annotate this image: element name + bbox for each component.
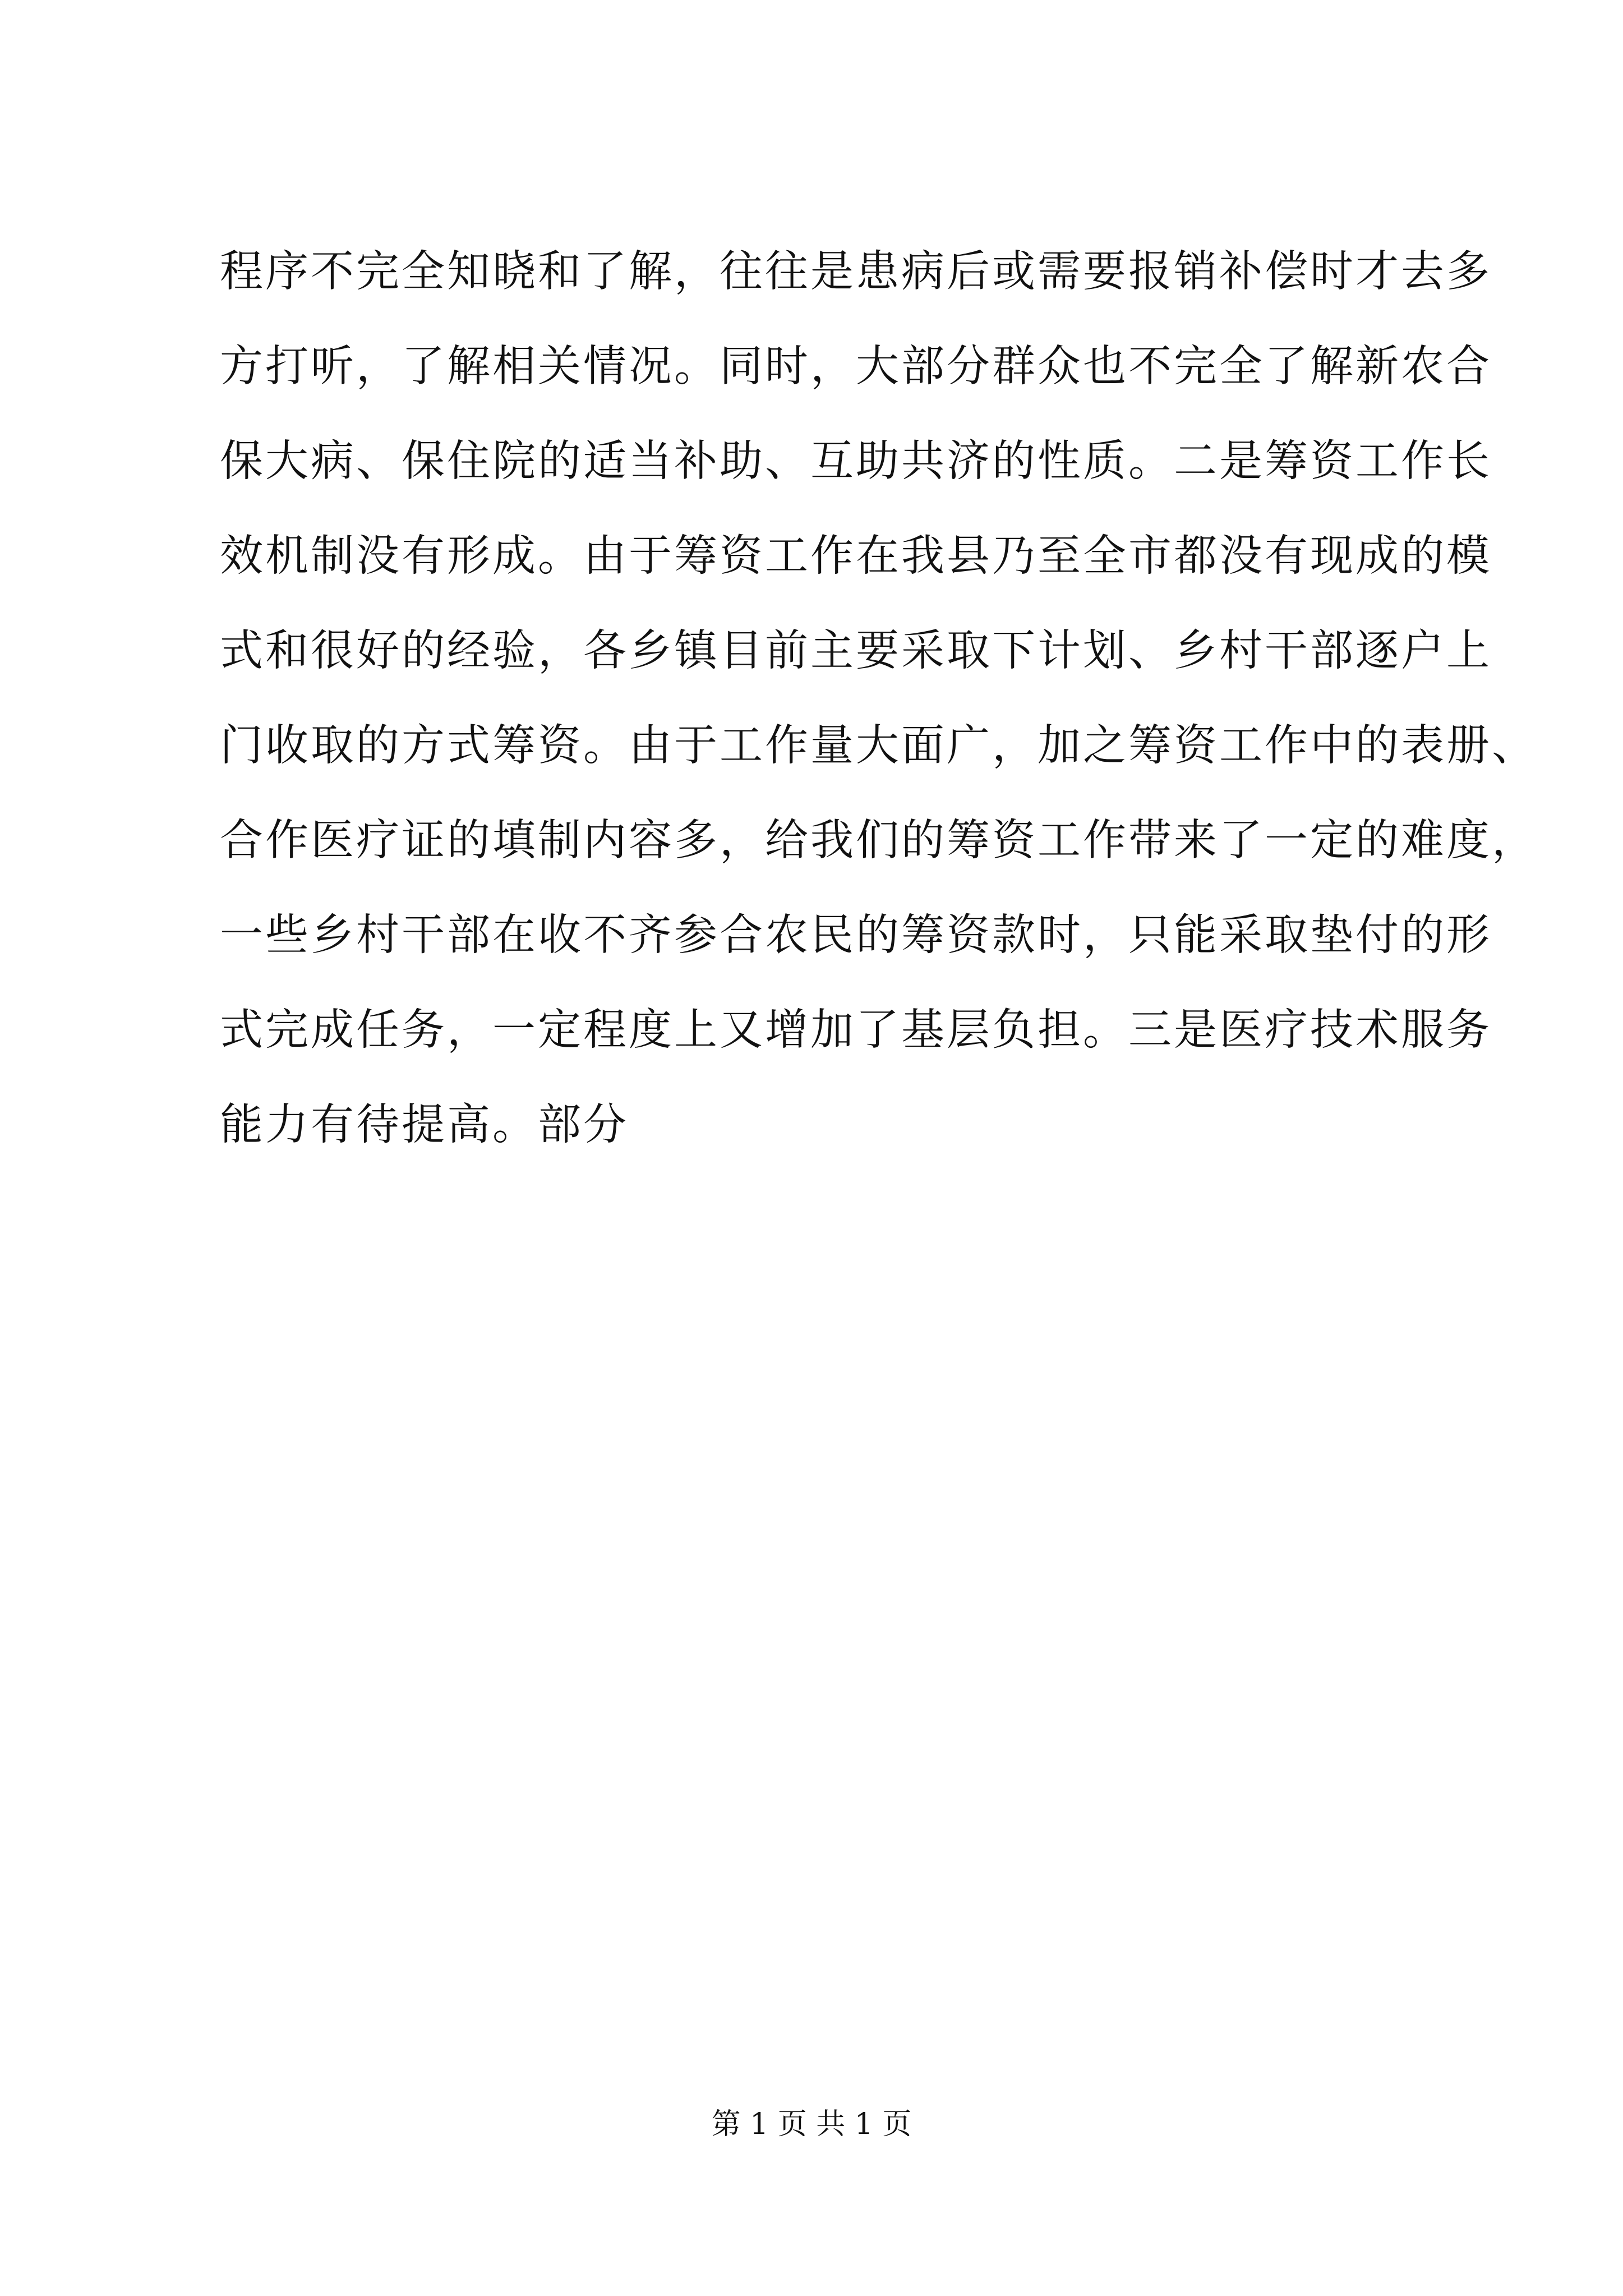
text-line: 能力有待提高。部分 bbox=[220, 1100, 629, 1150]
text-line: 效机制没有形成。由于筹资工作在我县乃至全市都没有现成的模 bbox=[220, 531, 1492, 581]
text-line: 合作医疗证的填制内容多，给我们的筹资工作带来了一定的难度， bbox=[220, 816, 1537, 866]
text-line: 保大病、保住院的适当补助、互助共济的性质。二是筹资工作长 bbox=[220, 436, 1492, 486]
text-line: 式完成任务，一定程度上又增加了基层负担。三是医疗技术服务 bbox=[220, 1005, 1492, 1055]
text-line: 一些乡村干部在收不齐参合农民的筹资款时，只能采取垫付的形 bbox=[220, 910, 1492, 960]
page-footer: 第 1 页 共 1 页 bbox=[711, 2108, 912, 2141]
text-line: 程序不完全知晓和了解，往往是患病后或需要报销补偿时才去多 bbox=[220, 247, 1492, 297]
body-paragraph bbox=[220, 224, 1537, 1172]
text-line: 门收取的方式筹资。由于工作量大面广，加之筹资工作中的表册、 bbox=[220, 721, 1537, 771]
text-line: 式和很好的经验，各乡镇目前主要采取下计划、乡村干部逐户上 bbox=[220, 626, 1492, 676]
text-line: 方打听，了解相关情况。同时，大部分群众也不完全了解新农合 bbox=[220, 342, 1492, 392]
